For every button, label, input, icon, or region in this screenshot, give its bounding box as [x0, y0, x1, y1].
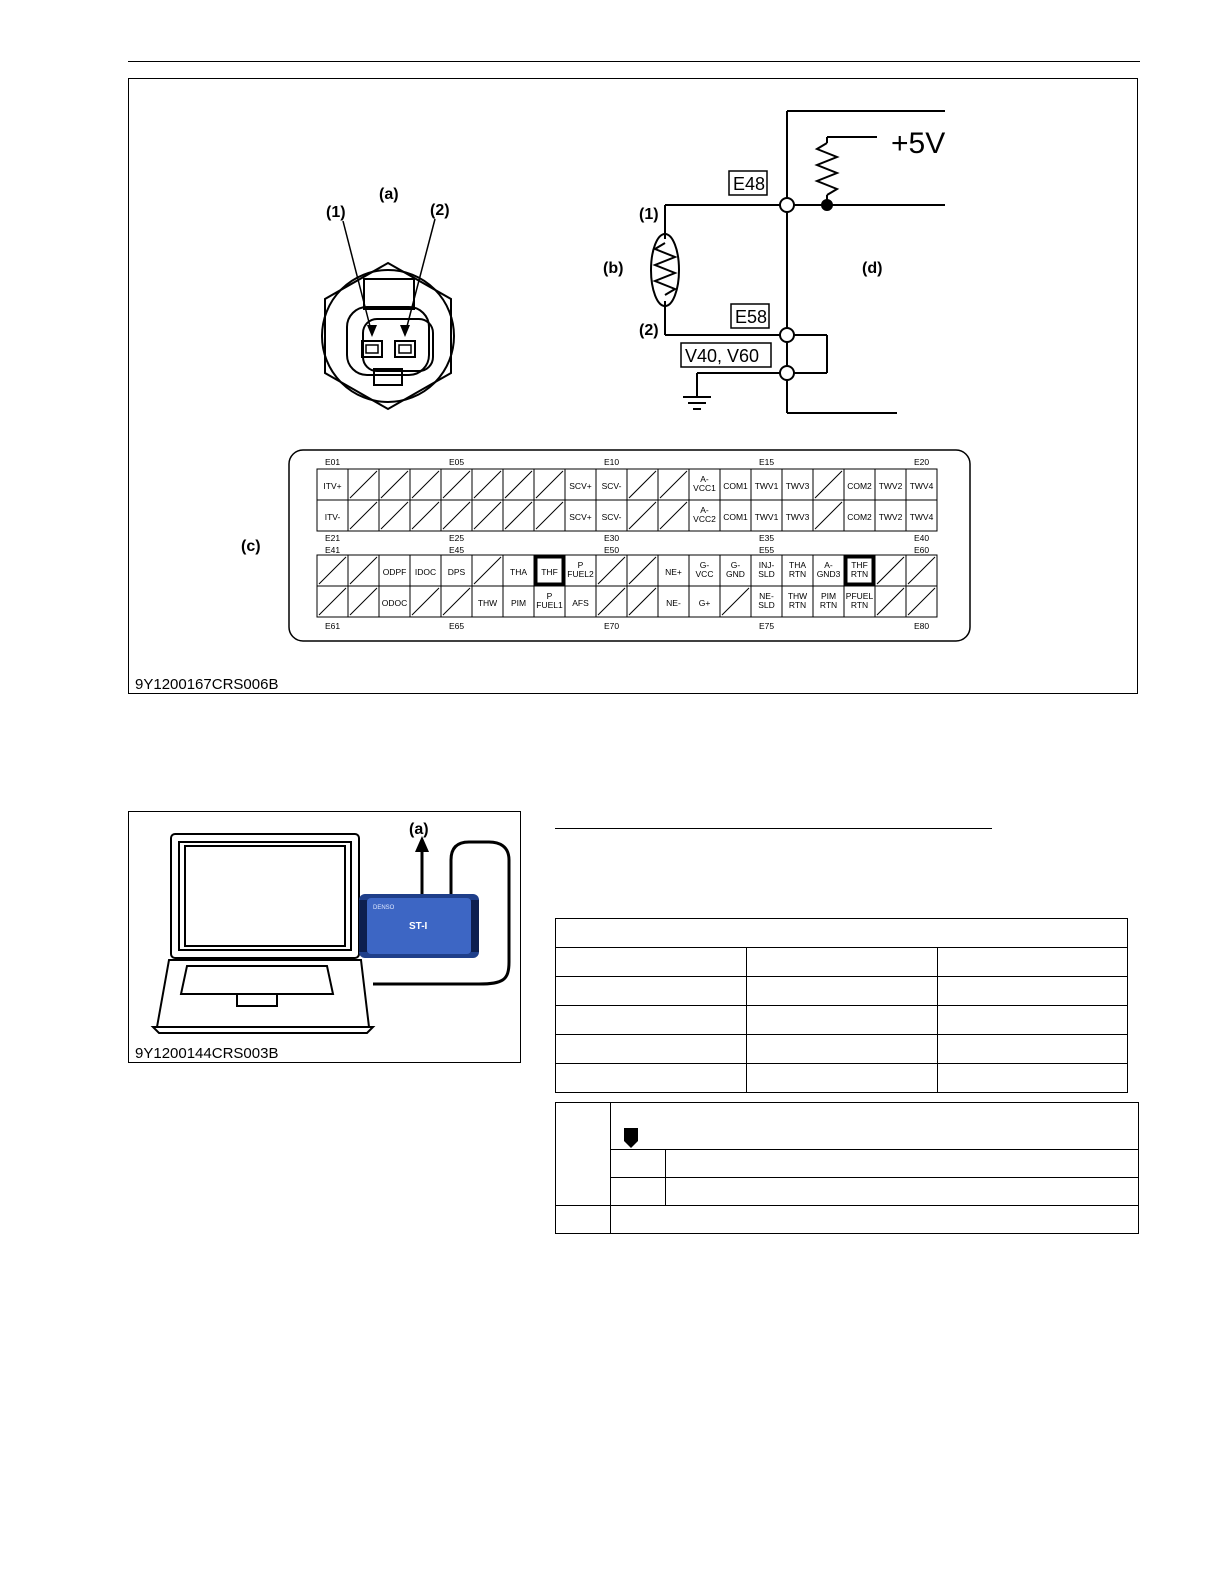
pin-label: PIM RTN: [819, 591, 838, 610]
pin-label: G+: [698, 598, 711, 608]
pin-number-label: E75: [758, 621, 775, 631]
pin-label: SCV+: [569, 481, 592, 491]
table-row: [556, 1006, 1128, 1035]
pin-e48-label: E48: [733, 174, 766, 194]
pin-label: THW: [477, 598, 498, 608]
pin-label: TWV3: [785, 512, 810, 522]
arrow-up-icon: [415, 836, 429, 852]
pin-number-label: E01: [324, 457, 341, 467]
unused-pin-mark: [660, 502, 687, 529]
label-c: (c): [241, 538, 261, 555]
pin-label: A-VCC2: [693, 505, 716, 524]
table-row: [556, 1206, 1139, 1234]
unused-pin-mark: [722, 588, 749, 615]
unused-pin-mark: [815, 502, 842, 529]
pin-number-label: E55: [758, 545, 775, 555]
figure2-caption: 9Y1200144CRS003B: [135, 1045, 279, 1062]
pin-label: THA RTN: [788, 560, 807, 579]
unused-pin-mark: [350, 588, 377, 615]
pin-label: TWV1: [754, 512, 779, 522]
pin-number-label: E35: [758, 533, 775, 543]
pin-label: THF RTN: [850, 560, 869, 579]
pin-label: ITV-: [324, 512, 341, 522]
label-pin-2: (2): [430, 202, 450, 219]
pin-number-label: E65: [448, 621, 465, 631]
pin-label: NE-SLD: [758, 591, 775, 610]
unused-pin-mark: [319, 557, 346, 584]
pin-label: ITV+: [323, 481, 342, 491]
table-row: [556, 1035, 1128, 1064]
unused-pin-mark: [877, 557, 904, 584]
pin-label: TWV4: [909, 481, 934, 491]
header-rule: [128, 61, 1140, 62]
pin-label: ODPF: [382, 567, 407, 577]
unused-pin-mark: [443, 471, 470, 498]
unused-pin-mark: [381, 471, 408, 498]
unused-pin-mark: [350, 502, 377, 529]
pin-label: COM1: [723, 481, 748, 491]
unused-pin-mark: [536, 471, 563, 498]
unused-pin-mark: [908, 557, 935, 584]
pin-label: P FUEL2: [567, 560, 594, 579]
unused-pin-mark: [474, 502, 501, 529]
unused-pin-mark: [350, 557, 377, 584]
unused-pin-mark: [474, 557, 501, 584]
unused-pin-mark: [443, 502, 470, 529]
pin-label: IDOC: [414, 567, 437, 577]
sensor-wiring-figure: [128, 78, 1138, 694]
table-row: [556, 1150, 1139, 1178]
unused-pin-mark: [412, 588, 439, 615]
laptop-tool-drawing: [129, 812, 520, 1062]
unused-pin-mark: [598, 588, 625, 615]
pin-number-label: E30: [603, 533, 620, 543]
unused-pin-mark: [443, 588, 470, 615]
pin-label: A-GND3: [816, 560, 841, 579]
pin-label: AFS: [572, 598, 589, 608]
unused-pin-mark: [908, 588, 935, 615]
table-row: [556, 1103, 1139, 1150]
pin-label: ODOC: [381, 598, 408, 608]
sensor-connector-drawing: [322, 219, 454, 409]
wiring-diagram: [129, 79, 1137, 693]
supply-voltage-label: +5V: [891, 127, 946, 160]
pin-number-label: E45: [448, 545, 465, 555]
unused-pin-mark: [598, 557, 625, 584]
pin-label: DPS: [447, 567, 466, 577]
table-row: [556, 948, 1128, 977]
pin-label: SCV+: [569, 512, 592, 522]
unused-pin-mark: [877, 588, 904, 615]
pin-e58-label: E58: [735, 307, 768, 327]
section-rule: [555, 828, 992, 829]
pin-number-label: E10: [603, 457, 620, 467]
ground-pins-label: V40, V60: [685, 346, 760, 366]
unused-pin-mark: [350, 471, 377, 498]
table-row: [556, 919, 1128, 948]
unused-pin-mark: [319, 588, 346, 615]
unused-pin-mark: [412, 471, 439, 498]
pin-label: TWV2: [878, 481, 903, 491]
unused-pin-mark: [629, 471, 656, 498]
circuit-pin-2-label: (2): [639, 322, 659, 339]
device-brand-label: DENSO: [373, 905, 395, 911]
pin-label: COM2: [847, 481, 872, 491]
diagnostic-tool-figure: [128, 811, 521, 1063]
spec-table: [555, 918, 1128, 1093]
pin-label: THF: [541, 567, 558, 577]
unused-pin-mark: [660, 471, 687, 498]
device-name-label: ST-I: [409, 921, 428, 932]
unused-pin-mark: [412, 502, 439, 529]
pin-label: NE+: [665, 567, 682, 577]
pin-label: P FUEL1: [536, 591, 563, 610]
pin-number-label: E41: [324, 545, 341, 555]
ecu-connector-outline: [289, 450, 970, 641]
label-a: (a): [379, 186, 399, 203]
label-b: (b): [603, 260, 624, 277]
pin-label: NE-: [666, 598, 681, 608]
pin-label: TWV1: [754, 481, 779, 491]
pin-label: THA: [510, 567, 527, 577]
pin-number-label: E25: [448, 533, 465, 543]
table-row: [556, 1064, 1128, 1093]
pin-number-label: E61: [324, 621, 341, 631]
pin-label: INJ-SLD: [758, 560, 775, 579]
pin-number-label: E05: [448, 457, 465, 467]
pin-number-label: E60: [913, 545, 930, 555]
unused-pin-mark: [629, 557, 656, 584]
unused-pin-mark: [505, 502, 532, 529]
pin-number-label: E21: [324, 533, 341, 543]
pointer-mark-icon: [623, 1127, 641, 1149]
pin-label: TWV4: [909, 512, 934, 522]
pin-number-label: E40: [913, 533, 930, 543]
label-pin-1: (1): [326, 204, 346, 221]
pin-label: PFUEL RTN: [845, 591, 874, 610]
unused-pin-mark: [381, 502, 408, 529]
pin-number-label: E50: [603, 545, 620, 555]
unused-pin-mark: [536, 502, 563, 529]
pin-label: G-GND: [726, 560, 745, 579]
ecu-connector-pinout: [317, 457, 937, 631]
pin-label: A-VCC1: [693, 474, 716, 493]
pin-label: G-VCC: [695, 560, 714, 579]
table-row: [556, 1178, 1139, 1206]
pin-label: SCV-: [601, 481, 622, 491]
unused-pin-mark: [629, 502, 656, 529]
pin-label: TWV2: [878, 512, 903, 522]
table-row: [556, 977, 1128, 1006]
unused-pin-mark: [474, 471, 501, 498]
pin-number-label: E15: [758, 457, 775, 467]
pin-label: PIM: [510, 598, 527, 608]
unused-pin-mark: [629, 588, 656, 615]
result-table: [555, 1102, 1139, 1234]
pin-label: COM2: [847, 512, 872, 522]
pin-number-label: E70: [603, 621, 620, 631]
pin-number-label: E20: [913, 457, 930, 467]
unused-pin-mark: [505, 471, 532, 498]
label-d: (d): [862, 260, 883, 277]
figure2-label-a: (a): [409, 821, 429, 838]
pin-label: THW RTN: [787, 591, 808, 610]
figure1-caption: 9Y1200167CRS006B: [135, 676, 279, 693]
pin-number-label: E80: [913, 621, 930, 631]
circuit-pin-1-label: (1): [639, 206, 659, 223]
pin-label: TWV3: [785, 481, 810, 491]
pin-label: SCV-: [601, 512, 622, 522]
pin-label: COM1: [723, 512, 748, 522]
unused-pin-mark: [815, 471, 842, 498]
